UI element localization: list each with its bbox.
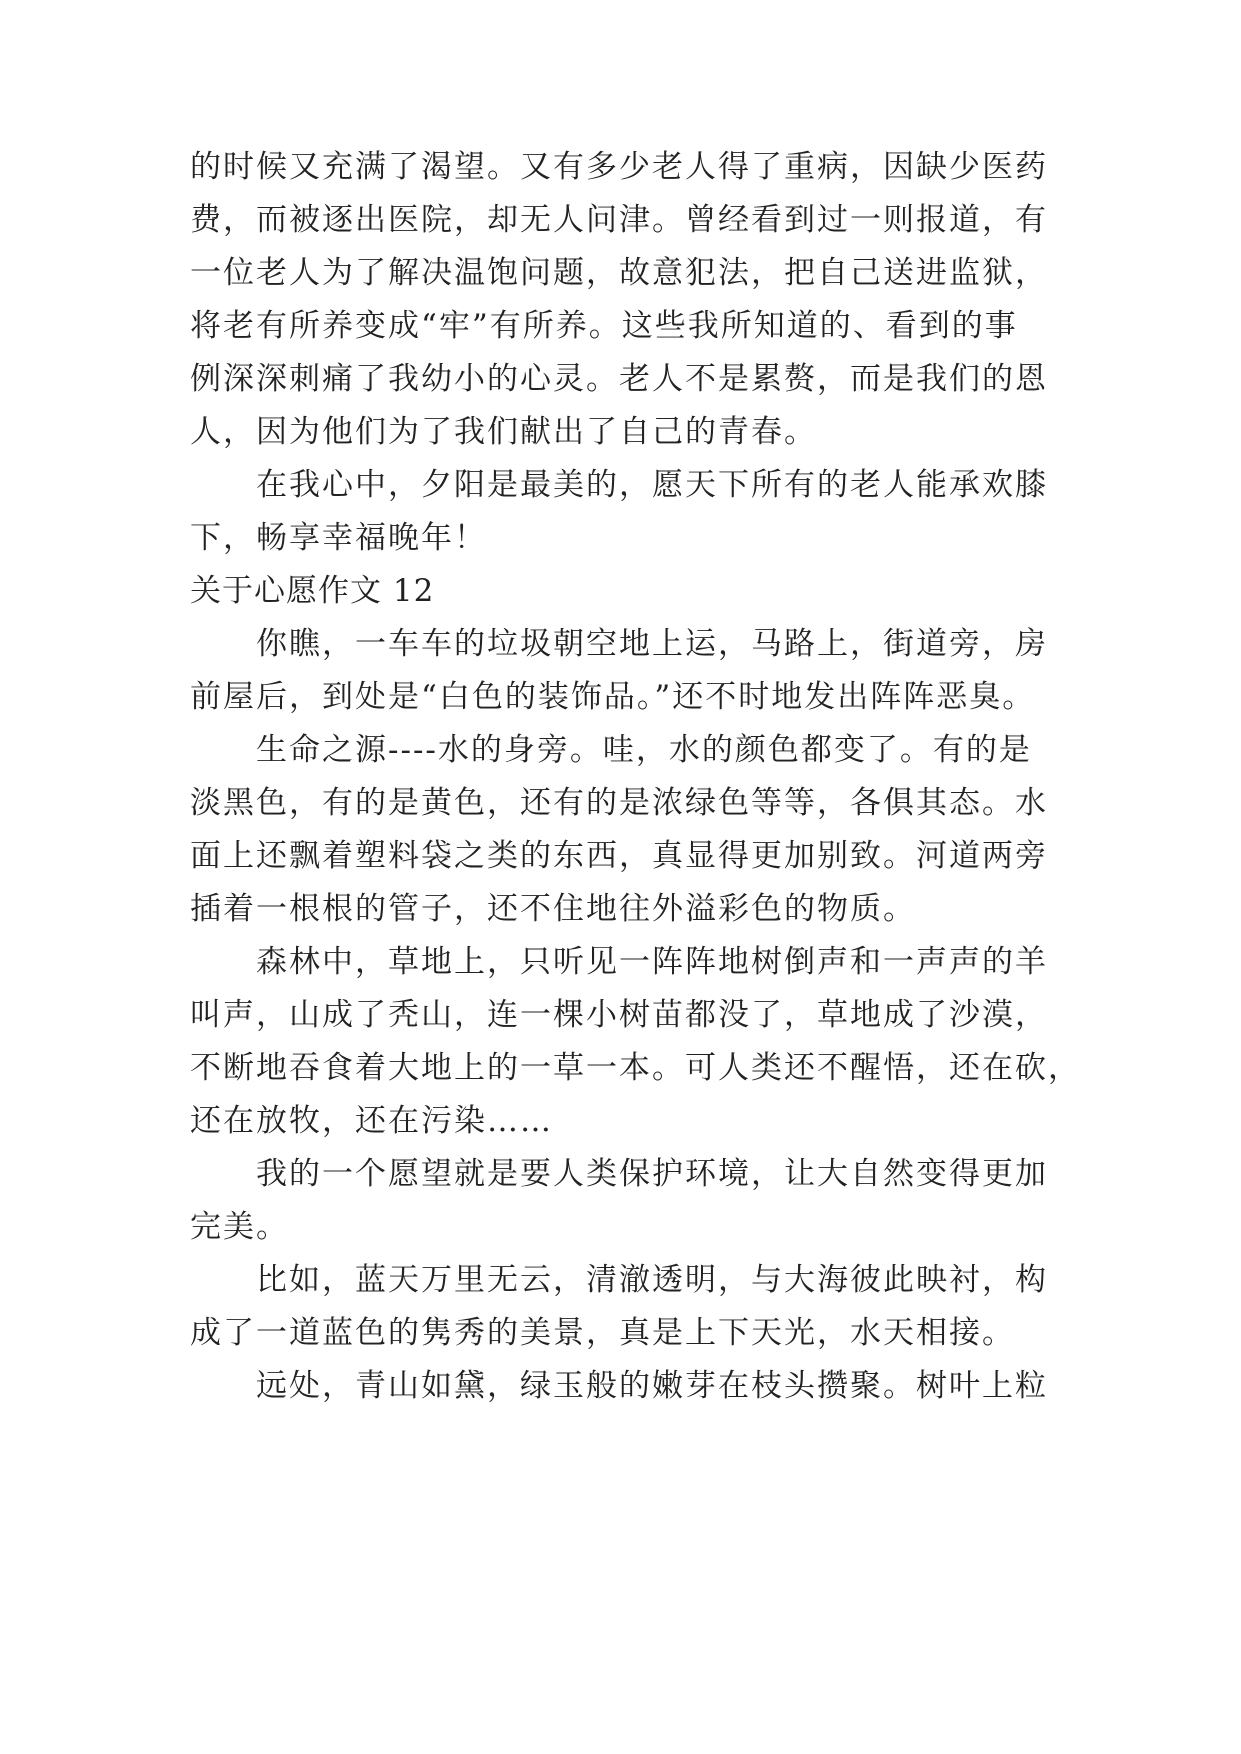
text-line: 人，因为他们为了我们献出了自己的青春。 [190,414,817,450]
text-line: 将老有所养变成“牢”有所养。这些我所知道的、看到的事 [190,308,1018,344]
text-line: 叫声，山成了秃山，连一棵小树苗都没了，草地成了沙漠， [190,997,1048,1033]
text-line: 成了一道蓝色的隽秀的美景，真是上下天光，水天相接。 [190,1315,1015,1351]
paragraph-first-line: 在我心中，夕阳是最美的，愿天下所有的老人能承欢膝 [256,467,1048,503]
paragraph-first-line: 我的一个愿望就是要人类保护环境，让大自然变得更加 [256,1156,1048,1192]
text-line: 完美。 [190,1209,289,1245]
text-line: 的时候又充满了渴望。又有多少老人得了重病，因缺少医药 [190,149,1048,185]
section-heading: 关于心愿作文 12 [190,573,435,609]
paragraph-first-line: 森林中，草地上，只听见一阵阵地树倒声和一声声的羊 [256,944,1048,980]
text-line: 不断地吞食着大地上的一草一本。可人类还不醒悟，还在砍， [190,1050,1081,1086]
text-line: 例深深刺痛了我幼小的心灵。老人不是累赘，而是我们的恩 [190,361,1048,397]
text-line: 费，而被逐出医院，却无人问津。曾经看到过一则报道，有 [190,202,1048,238]
text-line: 插着一根根的管子，还不住地往外溢彩色的物质。 [190,891,916,927]
text-line: 前屋后，到处是“白色的装饰品。”还不时地发出阵阵恶臭。 [190,679,1036,715]
text-line: 还在放牧，还在污染…… [190,1103,553,1139]
text-line: 面上还飘着塑料袋之类的东西，真显得更加别致。河道两旁 [190,838,1048,874]
paragraph-first-line: 比如，蓝天万里无云，清澈透明，与大海彼此映衬，构 [256,1262,1048,1298]
text-line: 淡黑色，有的是黄色，还有的是浓绿色等等，各俱其态。水 [190,785,1048,821]
text-line: 一位老人为了解决温饱问题，故意犯法，把自己送进监狱， [190,255,1048,291]
paragraph-first-line: 你瞧，一车车的垃圾朝空地上运，马路上，街道旁，房 [256,626,1048,662]
paragraph-first-line: 生命之源----水的身旁。哇，水的颜色都变了。有的是 [256,732,1032,768]
paragraph-first-line: 远处，青山如黛，绿玉般的嫩芽在枝头攒聚。树叶上粒 [256,1368,1048,1404]
text-line: 下，畅享幸福晚年！ [190,520,487,556]
